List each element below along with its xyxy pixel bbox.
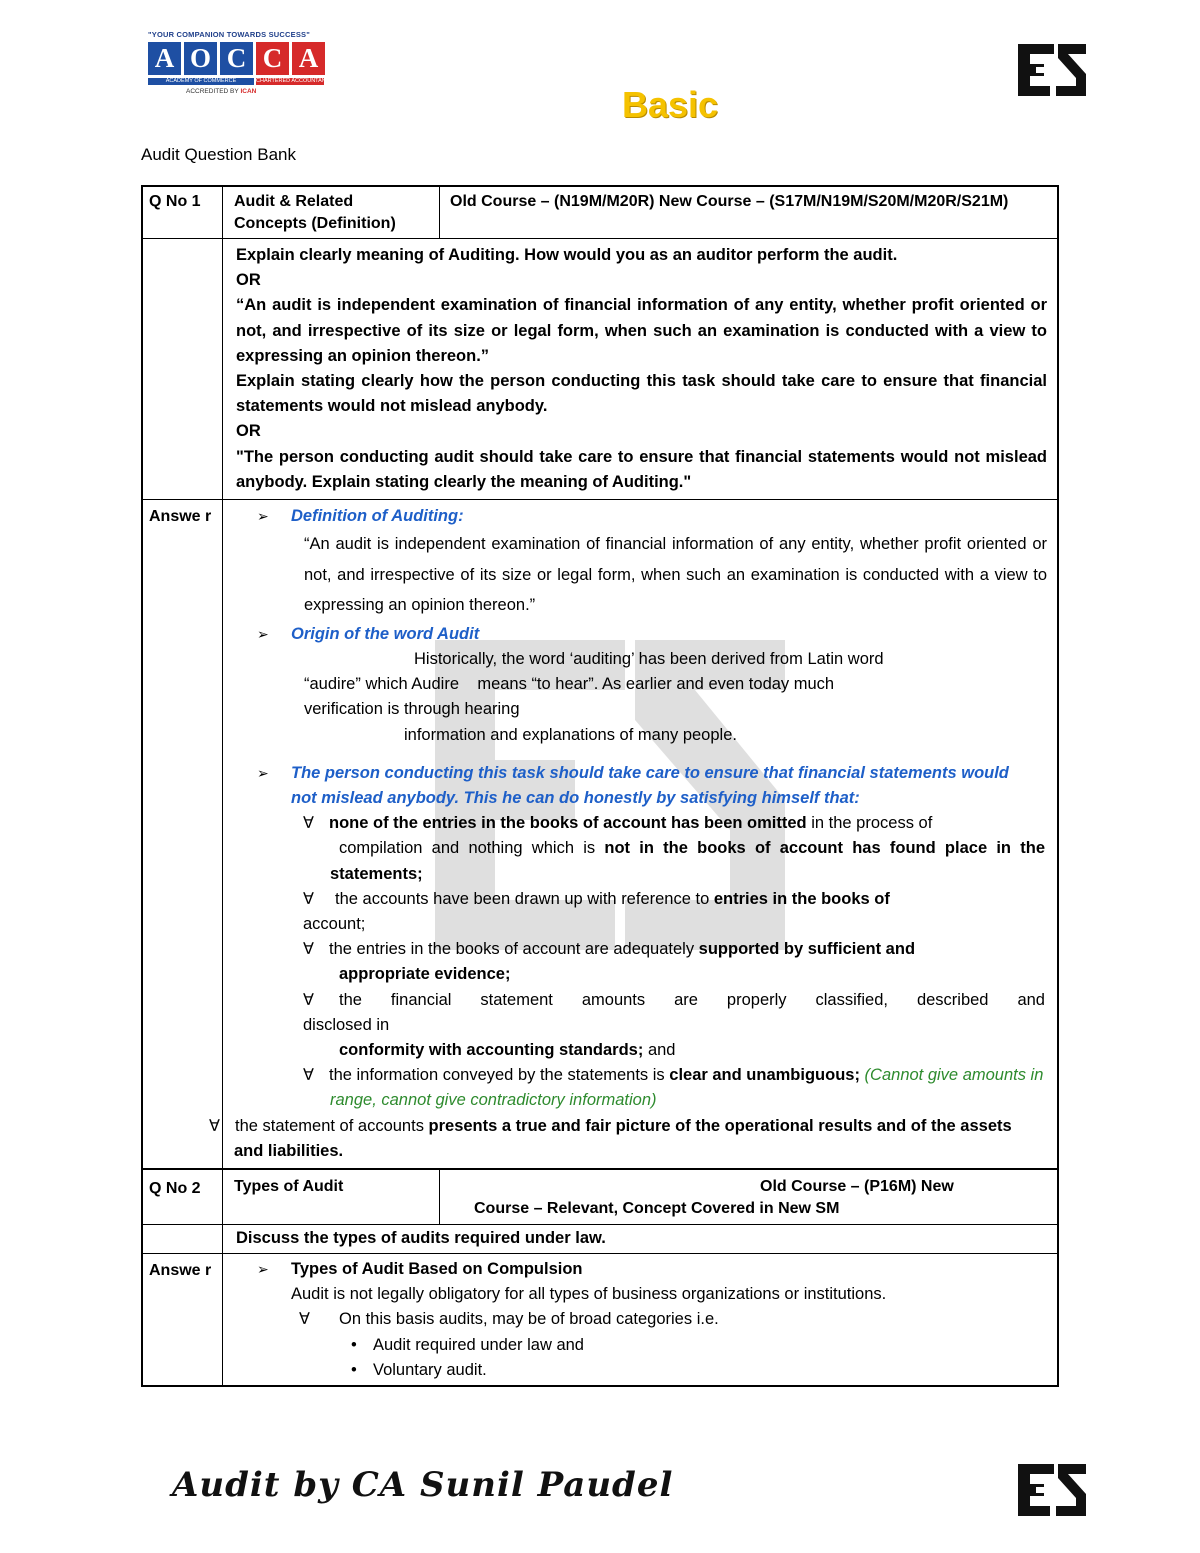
answer-paragraph: “audire” which Audire means “to hear”. As earlier and even today much bbox=[304, 675, 835, 694]
logo-letter: A bbox=[148, 42, 181, 75]
course-line: Old Course – (P16M) New bbox=[760, 1178, 954, 1195]
bullet-item bbox=[233, 1333, 1047, 1358]
logo-letters bbox=[148, 42, 328, 75]
answer-heading bbox=[233, 1257, 1047, 1282]
table-row bbox=[143, 1169, 1057, 1225]
question-number: Q No 2 bbox=[143, 1170, 223, 1224]
heading-text: Origin of the word Audit bbox=[291, 624, 480, 643]
bullet-text: Voluntary audit. bbox=[373, 1360, 487, 1379]
tick-text: and bbox=[643, 1040, 676, 1059]
tick-icon: ∀ bbox=[303, 941, 314, 959]
answer-paragraph: Historically, the word ‘auditing’ has been derived from Latin word bbox=[414, 649, 884, 668]
tick-icon: ∀ bbox=[299, 1311, 310, 1329]
tick-item bbox=[233, 988, 1047, 1064]
tick-icon: ∀ bbox=[303, 1067, 314, 1085]
sk-logo-icon bbox=[1014, 1460, 1090, 1520]
tick-bold: none of the entries in the books of account has been omitted bbox=[329, 814, 807, 833]
tick-text: the financial statement amounts are properly classified, described and bbox=[339, 990, 1045, 1009]
answer-paragraph: verification is through hearing bbox=[304, 700, 520, 719]
tick-item bbox=[233, 1307, 1047, 1332]
logo-letter: O bbox=[184, 42, 217, 75]
question-quote: "The person conducting audit should take care to ensure that financial statements would not mislead anybody. Explain stating clearly the meaning of Auditing." bbox=[236, 447, 1047, 491]
logo-sub-left: ACADEMY OF COMMERCE bbox=[148, 78, 254, 85]
table-row bbox=[143, 1254, 1057, 1385]
logo-sub-right: CHARTERED ACCOUNTANCY bbox=[256, 78, 334, 84]
tick-bold: entries in the books of bbox=[713, 889, 890, 908]
logo-accredited bbox=[186, 88, 256, 95]
arrow-icon: ➢ bbox=[257, 1261, 269, 1277]
table-row bbox=[143, 500, 1057, 1169]
question-line: Explain clearly meaning of Auditing. How would you as an auditor perform the audit. bbox=[236, 246, 898, 264]
table-row bbox=[143, 1225, 1057, 1254]
answer-heading bbox=[233, 761, 1047, 811]
tick-note: (Cannot give amounts in range, cannot give contradictory information) bbox=[330, 1066, 1044, 1110]
tick-item bbox=[209, 1114, 1047, 1164]
tick-text: the accounts have been drawn up with reference to bbox=[335, 889, 714, 908]
table-row bbox=[143, 239, 1057, 500]
or-label: OR bbox=[236, 422, 261, 441]
or-label: OR bbox=[236, 271, 261, 290]
tick-bold: clear and unambiguous; bbox=[669, 1066, 860, 1085]
document-subtitle: Audit Question Bank bbox=[141, 145, 296, 164]
tick-icon: ∀ bbox=[209, 1117, 220, 1135]
tick-bold: presents a true and fair picture of the operational results and of the assets and liabilities. bbox=[234, 1116, 1012, 1160]
arrow-icon: ➢ bbox=[257, 764, 269, 781]
bullet-icon: • bbox=[351, 1335, 357, 1354]
answer-heading bbox=[233, 504, 1047, 529]
tick-item bbox=[233, 1063, 1047, 1113]
bullet-icon: • bbox=[351, 1360, 357, 1379]
tick-bold: appropriate evidence; bbox=[339, 965, 511, 984]
tick-bold: not in the books of account has found place in the statements; bbox=[330, 839, 1045, 883]
tick-icon: ∀ bbox=[303, 815, 314, 833]
question-course: Old Course – (N19M/M20R) New Course – (S17M/N19M/S20M/M20R/S21M) bbox=[450, 193, 1009, 210]
tick-bold: conformity with accounting standards; bbox=[339, 1040, 644, 1059]
question-topic: Types of Audit bbox=[223, 1170, 440, 1224]
question-table bbox=[141, 185, 1059, 1387]
tick-icon: ∀ bbox=[303, 890, 314, 908]
question-text bbox=[223, 239, 1057, 499]
tick-icon: ∀ bbox=[303, 991, 314, 1009]
question-line: Explain stating clearly how the person conducting this task should take care to ensure that financial statements would not mislead anybody. bbox=[236, 372, 1047, 416]
page-heading: Basic bbox=[622, 84, 719, 125]
bullet-item bbox=[233, 1358, 1047, 1383]
answer-body bbox=[223, 1254, 1057, 1385]
question-text: Discuss the types of audits required under law. bbox=[236, 1229, 606, 1247]
bullet-text: Audit required under law and bbox=[373, 1335, 584, 1354]
question-quote: “An audit is independent examination of financial information of any entity, whether profit oriented or not, and irrespective of its size or legal form, when such an examination is conducted with a view to expressing an opinion thereon.” bbox=[236, 296, 1047, 365]
tick-text: account; bbox=[303, 914, 366, 933]
question-number: Q No 1 bbox=[143, 187, 223, 238]
logo-tagline: "YOUR COMPANION TOWARDS SUCCESS" bbox=[148, 30, 310, 39]
answer-body bbox=[209, 500, 1057, 1168]
sk-logo-icon bbox=[1014, 40, 1090, 100]
heading-text: The person conducting this task should take care to ensure that financial statements would not mislead anybody. This he can do honestly by satisfying himself that: bbox=[291, 763, 1009, 807]
tick-text: in the process of bbox=[806, 814, 933, 833]
tick-text: the information conveyed by the statements is bbox=[329, 1066, 670, 1085]
empty-cell bbox=[143, 1225, 223, 1253]
tick-item bbox=[233, 937, 1047, 987]
question-course bbox=[440, 1170, 1057, 1224]
tick-text: On this basis audits, may be of broad categories i.e. bbox=[339, 1310, 719, 1329]
tick-text: the entries in the books of account are adequately bbox=[329, 940, 699, 959]
empty-cell bbox=[143, 239, 223, 499]
table-row bbox=[143, 187, 1057, 239]
tick-text: disclosed in bbox=[303, 1015, 390, 1034]
answer-paragraph: information and explanations of many people. bbox=[404, 725, 737, 744]
aocca-logo bbox=[146, 30, 334, 100]
logo-letter: C bbox=[256, 42, 289, 75]
tick-item bbox=[233, 811, 1047, 887]
answer-paragraph: Audit is not legally obligatory for all types of business organizations or institutions. bbox=[291, 1285, 887, 1304]
tick-bold: supported by sufficient and bbox=[698, 940, 916, 959]
question-topic: Audit & Related Concepts (Definition) bbox=[223, 187, 440, 238]
tick-item bbox=[233, 887, 1047, 937]
answer-heading bbox=[233, 622, 1047, 647]
tick-text: compilation and nothing which is bbox=[339, 839, 605, 858]
arrow-icon: ➢ bbox=[257, 508, 269, 525]
accredited-by: ICAN bbox=[240, 88, 257, 95]
logo-letter: C bbox=[220, 42, 253, 75]
heading-text: Definition of Auditing: bbox=[291, 507, 464, 526]
accredited-text: ACCREDITED BY bbox=[186, 88, 239, 95]
answer-label: Answe r bbox=[143, 500, 223, 1168]
logo-letter: A bbox=[292, 42, 325, 75]
author-signature: Audit by CA Sunil Paudel bbox=[172, 1465, 674, 1505]
tick-text: the statement of accounts bbox=[235, 1116, 429, 1135]
answer-label: Answe r bbox=[143, 1254, 223, 1385]
arrow-icon: ➢ bbox=[257, 625, 269, 642]
answer-paragraph: “An audit is independent examination of financial information of any entity, whether profit oriented or not, and irrespective of its size or legal form, when such an examination is conducted with a view to expressing an opinion thereon.” bbox=[304, 535, 1047, 615]
course-line: Course – Relevant, Concept Covered in New SM bbox=[474, 1200, 840, 1217]
heading-text: Types of Audit Based on Compulsion bbox=[291, 1260, 583, 1278]
